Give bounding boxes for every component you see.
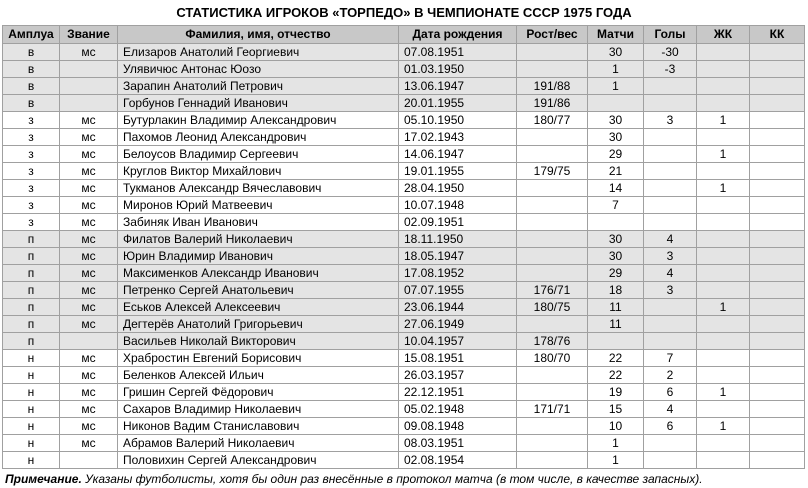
cell-red-cards bbox=[750, 61, 805, 78]
cell-matches: 30 bbox=[588, 248, 644, 265]
cell-dob: 28.04.1950 bbox=[399, 180, 517, 197]
col-header-red-cards: КК bbox=[750, 26, 805, 44]
cell-name: Половихин Сергей Александрович bbox=[118, 452, 399, 469]
cell-rank: мс bbox=[60, 299, 118, 316]
cell-goals bbox=[644, 163, 697, 180]
cell-dob: 09.08.1948 bbox=[399, 418, 517, 435]
table-row bbox=[3, 163, 805, 180]
cell-rank: мс bbox=[60, 248, 118, 265]
stats-table bbox=[2, 25, 805, 469]
cell-goals bbox=[644, 180, 697, 197]
cell-matches: 21 bbox=[588, 163, 644, 180]
cell-height-weight bbox=[517, 197, 588, 214]
cell-name: Максименков Александр Иванович bbox=[118, 265, 399, 282]
cell-yellow-cards bbox=[697, 265, 750, 282]
cell-role: н bbox=[3, 367, 60, 384]
cell-dob: 10.04.1957 bbox=[399, 333, 517, 350]
cell-yellow-cards bbox=[697, 214, 750, 231]
cell-rank: мс bbox=[60, 180, 118, 197]
cell-red-cards bbox=[750, 350, 805, 367]
table-row bbox=[3, 146, 805, 163]
cell-red-cards bbox=[750, 214, 805, 231]
col-header-yellow-cards: ЖК bbox=[697, 26, 750, 44]
cell-red-cards bbox=[750, 129, 805, 146]
cell-rank: мс bbox=[60, 418, 118, 435]
table-row bbox=[3, 333, 805, 350]
cell-name: Васильев Николай Викторович bbox=[118, 333, 399, 350]
cell-height-weight bbox=[517, 61, 588, 78]
table-header-row bbox=[3, 26, 805, 44]
cell-name: Беленков Алексей Ильич bbox=[118, 367, 399, 384]
cell-role: з bbox=[3, 180, 60, 197]
cell-height-weight bbox=[517, 418, 588, 435]
footnote bbox=[5, 471, 805, 487]
cell-goals bbox=[644, 78, 697, 95]
cell-role: в bbox=[3, 61, 60, 78]
cell-yellow-cards bbox=[697, 231, 750, 248]
cell-dob: 17.02.1943 bbox=[399, 129, 517, 146]
cell-matches: 30 bbox=[588, 44, 644, 61]
cell-red-cards bbox=[750, 384, 805, 401]
cell-yellow-cards bbox=[697, 197, 750, 214]
cell-dob: 14.06.1947 bbox=[399, 146, 517, 163]
cell-height-weight bbox=[517, 44, 588, 61]
table-row bbox=[3, 248, 805, 265]
cell-dob: 18.11.1950 bbox=[399, 231, 517, 248]
cell-role: н bbox=[3, 384, 60, 401]
table-row bbox=[3, 435, 805, 452]
cell-height-weight bbox=[517, 435, 588, 452]
cell-role: в bbox=[3, 78, 60, 95]
cell-role: п bbox=[3, 231, 60, 248]
cell-role: в bbox=[3, 44, 60, 61]
cell-dob: 19.01.1955 bbox=[399, 163, 517, 180]
table-row bbox=[3, 214, 805, 231]
table-row bbox=[3, 316, 805, 333]
cell-role: з bbox=[3, 214, 60, 231]
cell-goals: 4 bbox=[644, 231, 697, 248]
cell-goals: 6 bbox=[644, 384, 697, 401]
cell-red-cards bbox=[750, 333, 805, 350]
col-header-role: Амплуа bbox=[3, 26, 60, 44]
cell-matches: 7 bbox=[588, 197, 644, 214]
cell-yellow-cards bbox=[697, 401, 750, 418]
cell-red-cards bbox=[750, 231, 805, 248]
cell-height-weight bbox=[517, 129, 588, 146]
cell-height-weight bbox=[517, 231, 588, 248]
cell-goals: 3 bbox=[644, 248, 697, 265]
cell-height-weight bbox=[517, 265, 588, 282]
cell-rank: мс bbox=[60, 350, 118, 367]
table-row bbox=[3, 95, 805, 112]
cell-matches: 30 bbox=[588, 129, 644, 146]
table-row bbox=[3, 384, 805, 401]
cell-red-cards bbox=[750, 112, 805, 129]
cell-matches: 29 bbox=[588, 146, 644, 163]
cell-yellow-cards bbox=[697, 248, 750, 265]
table-row bbox=[3, 452, 805, 469]
cell-dob: 20.01.1955 bbox=[399, 95, 517, 112]
cell-rank: мс bbox=[60, 44, 118, 61]
cell-rank: мс bbox=[60, 214, 118, 231]
cell-red-cards bbox=[750, 435, 805, 452]
cell-matches: 15 bbox=[588, 401, 644, 418]
cell-name: Улявичюс Антонас Юозо bbox=[118, 61, 399, 78]
cell-rank: мс bbox=[60, 316, 118, 333]
cell-rank: мс bbox=[60, 367, 118, 384]
cell-matches: 22 bbox=[588, 367, 644, 384]
cell-name: Тукманов Александр Вячеславович bbox=[118, 180, 399, 197]
cell-height-weight: 178/76 bbox=[517, 333, 588, 350]
cell-red-cards bbox=[750, 316, 805, 333]
cell-red-cards bbox=[750, 367, 805, 384]
cell-goals bbox=[644, 316, 697, 333]
cell-name: Пахомов Леонид Александрович bbox=[118, 129, 399, 146]
cell-dob: 18.05.1947 bbox=[399, 248, 517, 265]
cell-role: з bbox=[3, 129, 60, 146]
cell-rank: мс bbox=[60, 384, 118, 401]
cell-yellow-cards bbox=[697, 333, 750, 350]
cell-height-weight: 180/70 bbox=[517, 350, 588, 367]
cell-matches: 30 bbox=[588, 112, 644, 129]
cell-red-cards bbox=[750, 299, 805, 316]
cell-role: п bbox=[3, 265, 60, 282]
cell-role: н bbox=[3, 350, 60, 367]
cell-goals: -3 bbox=[644, 61, 697, 78]
cell-red-cards bbox=[750, 282, 805, 299]
cell-role: н bbox=[3, 418, 60, 435]
cell-goals: 3 bbox=[644, 282, 697, 299]
table-row bbox=[3, 350, 805, 367]
cell-matches: 14 bbox=[588, 180, 644, 197]
cell-yellow-cards bbox=[697, 61, 750, 78]
cell-goals: 4 bbox=[644, 265, 697, 282]
col-header-goals: Голы bbox=[644, 26, 697, 44]
cell-rank bbox=[60, 95, 118, 112]
cell-dob: 05.10.1950 bbox=[399, 112, 517, 129]
cell-yellow-cards: 1 bbox=[697, 146, 750, 163]
cell-yellow-cards bbox=[697, 316, 750, 333]
col-header-name: Фамилия, имя, отчество bbox=[118, 26, 399, 44]
cell-yellow-cards: 1 bbox=[697, 180, 750, 197]
cell-height-weight: 176/71 bbox=[517, 282, 588, 299]
cell-name: Никонов Вадим Станиславович bbox=[118, 418, 399, 435]
cell-yellow-cards bbox=[697, 282, 750, 299]
cell-name: Дегтерёв Анатолий Григорьевич bbox=[118, 316, 399, 333]
cell-yellow-cards bbox=[697, 78, 750, 95]
table-row bbox=[3, 61, 805, 78]
cell-role: п bbox=[3, 248, 60, 265]
cell-dob: 13.06.1947 bbox=[399, 78, 517, 95]
cell-yellow-cards bbox=[697, 129, 750, 146]
cell-height-weight: 191/88 bbox=[517, 78, 588, 95]
col-header-matches: Матчи bbox=[588, 26, 644, 44]
table-row bbox=[3, 180, 805, 197]
cell-name: Абрамов Валерий Николаевич bbox=[118, 435, 399, 452]
table-row bbox=[3, 265, 805, 282]
cell-name: Юрин Владимир Иванович bbox=[118, 248, 399, 265]
col-header-height-weight: Рост/вес bbox=[517, 26, 588, 44]
table-row bbox=[3, 367, 805, 384]
cell-matches bbox=[588, 214, 644, 231]
cell-goals: 7 bbox=[644, 350, 697, 367]
cell-red-cards bbox=[750, 418, 805, 435]
cell-height-weight: 179/75 bbox=[517, 163, 588, 180]
cell-role: н bbox=[3, 401, 60, 418]
cell-goals: -30 bbox=[644, 44, 697, 61]
cell-red-cards bbox=[750, 197, 805, 214]
cell-goals: 3 bbox=[644, 112, 697, 129]
cell-goals bbox=[644, 452, 697, 469]
cell-rank: мс bbox=[60, 265, 118, 282]
col-header-rank: Звание bbox=[60, 26, 118, 44]
cell-dob: 17.08.1952 bbox=[399, 265, 517, 282]
cell-role: н bbox=[3, 435, 60, 452]
cell-red-cards bbox=[750, 180, 805, 197]
cell-red-cards bbox=[750, 78, 805, 95]
cell-red-cards bbox=[750, 95, 805, 112]
cell-dob: 01.03.1950 bbox=[399, 61, 517, 78]
cell-yellow-cards: 1 bbox=[697, 384, 750, 401]
cell-dob: 05.02.1948 bbox=[399, 401, 517, 418]
cell-rank bbox=[60, 333, 118, 350]
cell-dob: 27.06.1949 bbox=[399, 316, 517, 333]
cell-goals bbox=[644, 129, 697, 146]
cell-rank: мс bbox=[60, 231, 118, 248]
cell-name: Храбростин Евгений Борисович bbox=[118, 350, 399, 367]
cell-red-cards bbox=[750, 44, 805, 61]
cell-matches: 19 bbox=[588, 384, 644, 401]
cell-yellow-cards bbox=[697, 452, 750, 469]
cell-name: Зарапин Анатолий Петрович bbox=[118, 78, 399, 95]
cell-dob: 26.03.1957 bbox=[399, 367, 517, 384]
cell-role: п bbox=[3, 316, 60, 333]
cell-dob: 15.08.1951 bbox=[399, 350, 517, 367]
cell-goals: 4 bbox=[644, 401, 697, 418]
cell-name: Забиняк Иван Иванович bbox=[118, 214, 399, 231]
cell-dob: 23.06.1944 bbox=[399, 299, 517, 316]
cell-yellow-cards bbox=[697, 163, 750, 180]
cell-role: з bbox=[3, 163, 60, 180]
cell-goals bbox=[644, 299, 697, 316]
cell-height-weight bbox=[517, 180, 588, 197]
cell-matches: 1 bbox=[588, 78, 644, 95]
cell-height-weight bbox=[517, 367, 588, 384]
cell-red-cards bbox=[750, 163, 805, 180]
table-row bbox=[3, 418, 805, 435]
cell-height-weight: 171/71 bbox=[517, 401, 588, 418]
cell-matches bbox=[588, 95, 644, 112]
cell-name: Круглов Виктор Михайлович bbox=[118, 163, 399, 180]
cell-yellow-cards bbox=[697, 367, 750, 384]
cell-red-cards bbox=[750, 452, 805, 469]
cell-red-cards bbox=[750, 401, 805, 418]
cell-rank: мс bbox=[60, 112, 118, 129]
cell-dob: 10.07.1948 bbox=[399, 197, 517, 214]
table-row bbox=[3, 282, 805, 299]
cell-dob: 07.07.1955 bbox=[399, 282, 517, 299]
cell-dob: 02.09.1951 bbox=[399, 214, 517, 231]
cell-role: н bbox=[3, 452, 60, 469]
cell-rank bbox=[60, 61, 118, 78]
cell-rank bbox=[60, 452, 118, 469]
cell-dob: 02.08.1954 bbox=[399, 452, 517, 469]
cell-role: п bbox=[3, 333, 60, 350]
cell-yellow-cards: 1 bbox=[697, 299, 750, 316]
footnote-label: Примечание. bbox=[5, 472, 82, 486]
cell-goals bbox=[644, 95, 697, 112]
cell-yellow-cards: 1 bbox=[697, 112, 750, 129]
cell-role: з bbox=[3, 112, 60, 129]
cell-dob: 07.08.1951 bbox=[399, 44, 517, 61]
cell-name: Миронов Юрий Матвеевич bbox=[118, 197, 399, 214]
cell-matches: 1 bbox=[588, 452, 644, 469]
cell-yellow-cards bbox=[697, 44, 750, 61]
cell-name: Сахаров Владимир Николаевич bbox=[118, 401, 399, 418]
cell-matches bbox=[588, 333, 644, 350]
cell-matches: 11 bbox=[588, 316, 644, 333]
cell-matches: 11 bbox=[588, 299, 644, 316]
cell-goals bbox=[644, 197, 697, 214]
cell-height-weight bbox=[517, 316, 588, 333]
cell-red-cards bbox=[750, 248, 805, 265]
table-row bbox=[3, 299, 805, 316]
cell-matches: 1 bbox=[588, 61, 644, 78]
cell-red-cards bbox=[750, 265, 805, 282]
cell-name: Горбунов Геннадий Иванович bbox=[118, 95, 399, 112]
cell-rank: мс bbox=[60, 163, 118, 180]
cell-name: Белоусов Владимир Сергеевич bbox=[118, 146, 399, 163]
footnote-text: Указаны футболисты, хотя бы один раз внесённые в протокол матча (в том числе, в качестве запасных). bbox=[81, 472, 703, 486]
cell-matches: 18 bbox=[588, 282, 644, 299]
cell-rank: мс bbox=[60, 129, 118, 146]
cell-height-weight bbox=[517, 146, 588, 163]
table-row bbox=[3, 78, 805, 95]
page-title: СТАТИСТИКА ИГРОКОВ «ТОРПЕДО» В ЧЕМПИОНАТЕ СССР 1975 ГОДА bbox=[176, 5, 632, 20]
cell-name: Бутурлакин Владимир Александрович bbox=[118, 112, 399, 129]
cell-yellow-cards bbox=[697, 435, 750, 452]
cell-name: Петренко Сергей Анатольевич bbox=[118, 282, 399, 299]
cell-rank: мс bbox=[60, 197, 118, 214]
table-row bbox=[3, 129, 805, 146]
cell-yellow-cards bbox=[697, 95, 750, 112]
cell-height-weight: 191/86 bbox=[517, 95, 588, 112]
cell-yellow-cards: 1 bbox=[697, 418, 750, 435]
table-row bbox=[3, 44, 805, 61]
cell-rank: мс bbox=[60, 435, 118, 452]
cell-matches: 1 bbox=[588, 435, 644, 452]
cell-matches: 30 bbox=[588, 231, 644, 248]
table-row bbox=[3, 231, 805, 248]
cell-matches: 10 bbox=[588, 418, 644, 435]
cell-goals bbox=[644, 146, 697, 163]
cell-height-weight bbox=[517, 214, 588, 231]
table-row bbox=[3, 401, 805, 418]
cell-name: Еськов Алексей Алексеевич bbox=[118, 299, 399, 316]
cell-rank: мс bbox=[60, 146, 118, 163]
cell-goals: 2 bbox=[644, 367, 697, 384]
table-row bbox=[3, 112, 805, 129]
cell-rank: мс bbox=[60, 282, 118, 299]
cell-red-cards bbox=[750, 146, 805, 163]
cell-dob: 22.12.1951 bbox=[399, 384, 517, 401]
cell-height-weight bbox=[517, 384, 588, 401]
cell-dob: 08.03.1951 bbox=[399, 435, 517, 452]
cell-goals bbox=[644, 435, 697, 452]
cell-matches: 22 bbox=[588, 350, 644, 367]
cell-goals: 6 bbox=[644, 418, 697, 435]
table-row bbox=[3, 197, 805, 214]
cell-rank bbox=[60, 78, 118, 95]
cell-role: з bbox=[3, 146, 60, 163]
col-header-dob: Дата рождения bbox=[399, 26, 517, 44]
cell-role: п bbox=[3, 282, 60, 299]
cell-name: Филатов Валерий Николаевич bbox=[118, 231, 399, 248]
cell-role: в bbox=[3, 95, 60, 112]
cell-name: Елизаров Анатолий Георгиевич bbox=[118, 44, 399, 61]
cell-name: Гришин Сергей Фёдорович bbox=[118, 384, 399, 401]
cell-goals bbox=[644, 333, 697, 350]
cell-height-weight bbox=[517, 248, 588, 265]
cell-height-weight: 180/75 bbox=[517, 299, 588, 316]
cell-goals bbox=[644, 214, 697, 231]
cell-matches: 29 bbox=[588, 265, 644, 282]
cell-rank: мс bbox=[60, 401, 118, 418]
cell-role: з bbox=[3, 197, 60, 214]
cell-yellow-cards bbox=[697, 350, 750, 367]
cell-height-weight: 180/77 bbox=[517, 112, 588, 129]
cell-height-weight bbox=[517, 452, 588, 469]
cell-role: п bbox=[3, 299, 60, 316]
